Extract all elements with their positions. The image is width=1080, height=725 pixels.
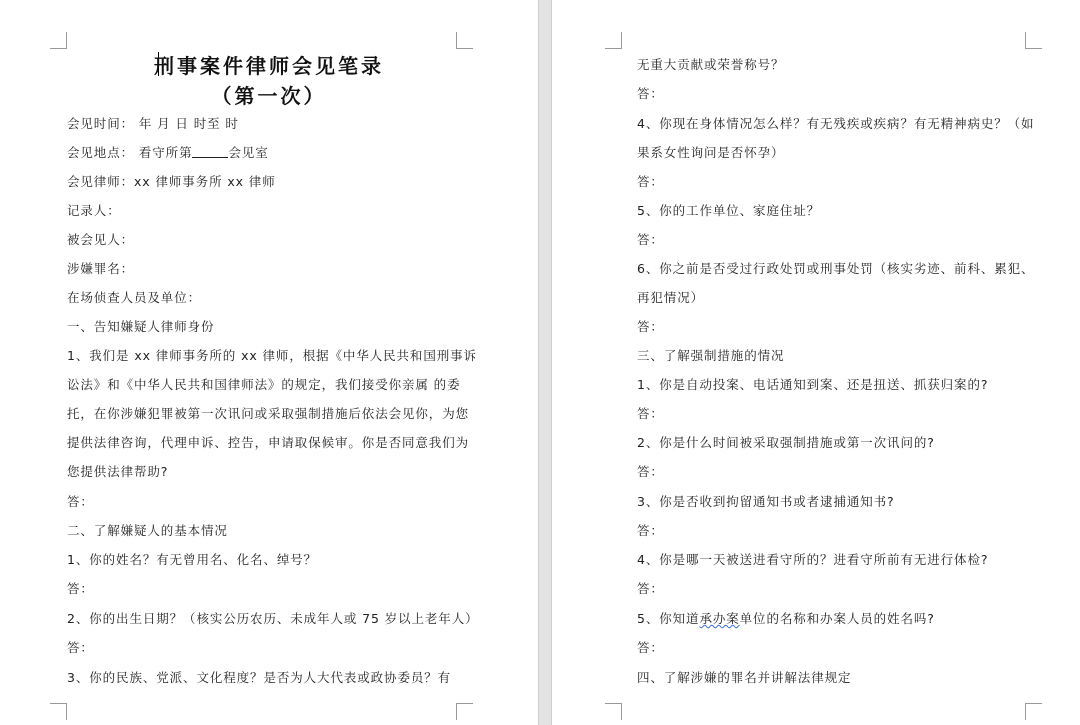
question-line[interactable]: 2、你的出生日期？（核实公历农历、未成年人或 75 岁以上老年人）: [67, 611, 479, 626]
answer-line[interactable]: 答：: [637, 174, 664, 189]
page-gutter: [538, 0, 552, 725]
margin-corner-mark: [50, 32, 67, 49]
answer-line[interactable]: 答：: [637, 640, 664, 655]
margin-corner-mark: [456, 32, 473, 49]
document-page-left[interactable]: [0, 0, 538, 725]
answer-line[interactable]: 答：: [637, 86, 664, 101]
document-title[interactable]: 刑事案件律师会见笔录: [154, 54, 384, 78]
document-subtitle[interactable]: （第一次）: [211, 84, 327, 108]
paragraph-line[interactable]: 涉嫌罪名：: [67, 261, 135, 276]
paragraph-line[interactable]: 果系女性询问是否怀孕）: [637, 145, 785, 160]
margin-corner-mark: [605, 703, 622, 720]
answer-line[interactable]: 答：: [637, 232, 664, 247]
paragraph-line[interactable]: 1、我们是 xx 律师事务所的 xx 律师，根据《中华人民共和国刑事诉: [67, 348, 477, 363]
blank-underline: [192, 145, 228, 158]
section-heading[interactable]: 三、了解强制措施的情况: [637, 348, 785, 363]
question-line[interactable]: 4、你是哪一天被送进看守所的？进看守所前有无进行体检?: [637, 552, 989, 567]
answer-line[interactable]: 答：: [637, 406, 664, 421]
paragraph-line[interactable]: 提供法律咨询，代理申诉、控告，申请取保候审。你是否同意我们为: [67, 435, 470, 450]
paragraph-line[interactable]: 再犯情况）: [637, 290, 705, 305]
paragraph-line[interactable]: 被会见人：: [67, 232, 135, 247]
document-page-right[interactable]: [552, 0, 1080, 725]
question-line[interactable]: 4、你现在身体情况怎么样？有无残疾或疾病？有无精神病史？（如: [637, 116, 1035, 131]
question-line[interactable]: 2、你是什么时间被采取强制措施或第一次讯问的?: [637, 435, 935, 450]
paragraph-line[interactable]: 会见律师：xx 律师事务所 xx 律师: [67, 174, 276, 189]
answer-line[interactable]: 答：: [637, 464, 664, 479]
answer-line[interactable]: 答：: [67, 494, 94, 509]
margin-corner-mark: [456, 703, 473, 720]
question-line[interactable]: 3、你的民族、党派、文化程度？是否为人大代表或政协委员？有: [67, 670, 452, 685]
paragraph-line[interactable]: 无重大贡献或荣誉称号？: [637, 57, 785, 72]
meeting-place-suffix: 会见室: [228, 145, 269, 160]
spellcheck-underlined-word[interactable]: 承办案: [699, 611, 740, 626]
answer-line[interactable]: 答：: [67, 640, 94, 655]
question-line[interactable]: 3、你是否收到拘留通知书或者逮捕通知书?: [637, 494, 895, 509]
section-heading[interactable]: 一、告知嫌疑人律师身份: [67, 319, 215, 334]
question-prefix: 5、你知道: [637, 611, 700, 626]
margin-corner-mark: [605, 32, 622, 49]
section-heading[interactable]: 二、了解嫌疑人的基本情况: [67, 523, 228, 538]
paragraph-line[interactable]: 会见时间： 年 月 日 时至 时: [67, 116, 239, 131]
paragraph-line[interactable]: 您提供法律帮助?: [67, 464, 169, 479]
margin-corner-mark: [1025, 703, 1042, 720]
question-line[interactable]: 6、你之前是否受过行政处罚或刑事处罚（核实劣迹、前科、累犯、: [637, 261, 1035, 276]
answer-line[interactable]: 答：: [637, 523, 664, 538]
paragraph-line[interactable]: [67, 145, 269, 161]
margin-corner-mark: [50, 703, 67, 720]
answer-line[interactable]: 答：: [637, 319, 664, 334]
paragraph-line[interactable]: 托，在你涉嫌犯罪被第一次讯问或采取强制措施后依法会见你，为您: [67, 406, 470, 421]
question-line[interactable]: [637, 611, 935, 627]
question-suffix: 单位的名称和办案人员的姓名吗?: [739, 611, 935, 626]
answer-line[interactable]: 答：: [637, 581, 664, 596]
question-line[interactable]: 5、你的工作单位、家庭住址？: [637, 203, 821, 218]
section-heading[interactable]: 四、了解涉嫌的罪名并讲解法律规定: [637, 670, 852, 685]
paragraph-line[interactable]: 讼法》和《中华人民共和国律师法》的规定，我们接受你亲属 的委: [67, 377, 461, 392]
margin-corner-mark: [1025, 32, 1042, 49]
question-line[interactable]: 1、你的姓名？有无曾用名、化名、绰号？: [67, 552, 318, 567]
paragraph-line[interactable]: 在场侦查人员及单位：: [67, 290, 202, 305]
answer-line[interactable]: 答：: [67, 581, 94, 596]
question-line[interactable]: 1、你是自动投案、电话通知到案、还是扭送、抓获归案的?: [637, 377, 989, 392]
paragraph-line[interactable]: 记录人：: [67, 203, 121, 218]
meeting-place-label: 会见地点： 看守所第: [67, 145, 193, 160]
